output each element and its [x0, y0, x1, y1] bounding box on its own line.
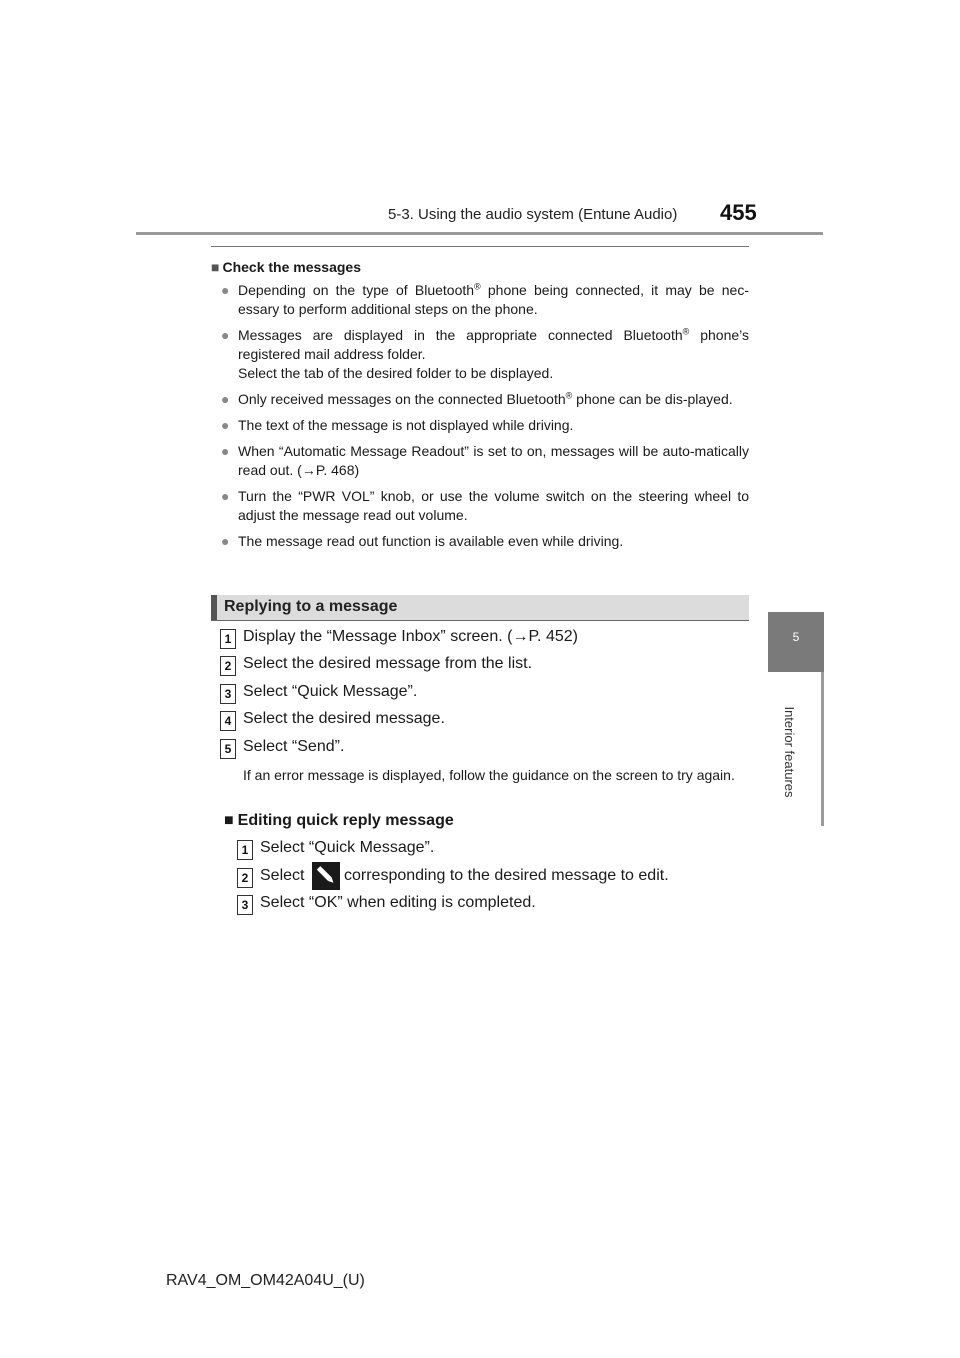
- step-text-1: Display the “Message Inbox” screen. (→P. 452): [243, 628, 578, 645]
- bullet-text: When “Automatic Message Readout” is set to on, messages will be auto-matically read out. (→P. 468): [238, 443, 749, 478]
- square-bullet-icon: ■: [211, 259, 220, 275]
- bullet-text: Depending on the type of Bluetooth: [238, 282, 475, 298]
- replying-section-title: Replying to a message: [224, 598, 398, 615]
- list-item: [221, 281, 749, 319]
- registered-mark: ®: [682, 326, 690, 337]
- bullet-icon: ●: [221, 488, 230, 504]
- edit-step-text-2a: Select: [260, 867, 305, 884]
- bullet-text: The message read out function is available even while driving.: [238, 533, 624, 549]
- bullet-text: Only received messages on the connected Bluetooth: [238, 391, 566, 407]
- chapter-tab-line: [821, 672, 824, 826]
- bullet-icon: ●: [221, 533, 230, 549]
- error-note: If an error message is displayed, follow the guidance on the screen to try again.: [243, 767, 735, 783]
- content-divider: [211, 246, 749, 247]
- step-text-4: Select the desired message.: [243, 710, 445, 727]
- bullet-icon: ●: [221, 391, 230, 407]
- header-divider: [136, 232, 823, 235]
- check-messages-heading-text: Check the messages: [222, 259, 361, 275]
- list-item: [221, 442, 749, 480]
- step-text-5: Select “Send”.: [243, 738, 345, 755]
- step-number-1: 1: [220, 629, 236, 649]
- list-item: [221, 416, 749, 435]
- bullet-text: The text of the message is not displayed while driving.: [238, 417, 574, 433]
- bullet-text: phone can be dis-played.: [572, 391, 733, 407]
- bullet-text: phone being connected, it may be nec-essary to perform additional steps on the phone.: [238, 282, 749, 317]
- list-item: [221, 487, 749, 525]
- check-messages-list: [221, 281, 749, 558]
- list-item: [221, 326, 749, 383]
- page-number: 455: [720, 200, 757, 225]
- bullet-icon: ●: [221, 282, 230, 298]
- edit-step-text-1: Select “Quick Message”.: [260, 839, 435, 856]
- edit-step-number-2: 2: [237, 868, 253, 888]
- edit-step-text-3: Select “OK” when editing is completed.: [260, 894, 536, 911]
- registered-mark: ®: [565, 390, 573, 401]
- bullet-icon: ●: [221, 327, 230, 343]
- step-text-2: Select the desired message from the list.: [243, 655, 533, 672]
- check-messages-heading: [211, 259, 361, 275]
- registered-mark: ®: [474, 281, 481, 292]
- chapter-number: 5: [792, 630, 800, 644]
- list-item: [221, 532, 749, 551]
- step-number-5: 5: [220, 739, 236, 759]
- pencil-icon: [312, 862, 340, 890]
- step-number-3: 3: [220, 684, 236, 704]
- editing-heading-text: Editing quick reply message: [237, 812, 454, 829]
- bullet-text: phone’s registered mail address folder.: [238, 327, 749, 362]
- header-section-title: 5-3. Using the audio system (Entune Audio): [388, 206, 678, 223]
- editing-heading: [224, 812, 454, 830]
- bullet-text: Turn the “PWR VOL” knob, or use the volume switch on the steering wheel to adjust the message read out volume.: [238, 488, 749, 523]
- step-number-4: 4: [220, 711, 236, 731]
- bullet-icon: ●: [221, 443, 230, 459]
- section-underline: [211, 620, 749, 621]
- document-code: RAV4_OM_OM42A04U_(U): [166, 1272, 365, 1289]
- bullet-text: Select the tab of the desired folder to be displayed.: [238, 365, 554, 381]
- section-accent: [211, 595, 217, 620]
- edit-step-number-3: 3: [237, 895, 253, 915]
- list-item: [221, 390, 749, 409]
- bullet-icon: ●: [221, 417, 230, 433]
- bullet-text: Messages are displayed in the appropriate connected Bluetooth: [238, 327, 683, 343]
- edit-step-number-1: 1: [237, 840, 253, 860]
- step-number-2: 2: [220, 656, 236, 676]
- chapter-label: Interior features: [782, 706, 797, 798]
- square-bullet-icon: ■: [224, 812, 234, 829]
- step-text-3: Select “Quick Message”.: [243, 683, 418, 700]
- edit-step-text-2b: corresponding to the desired message to edit.: [344, 867, 669, 884]
